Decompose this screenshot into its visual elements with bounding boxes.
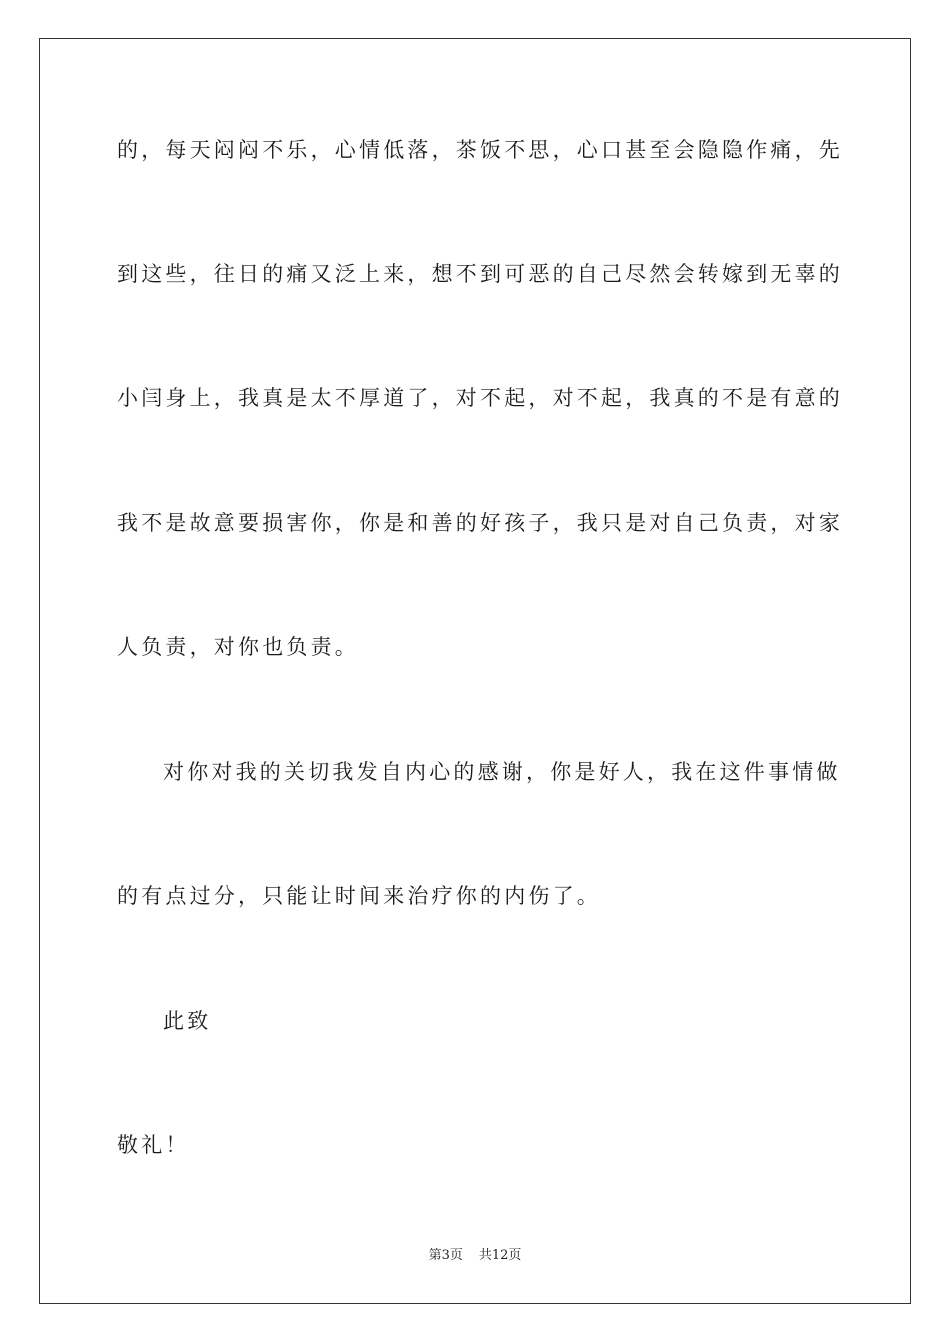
text-line-3: 小闫身上，我真是太不厚道了，对不起，对不起，我真的不是有意的 [117,386,843,410]
text-line-5: 人负责，对你也负责。 [117,635,359,659]
page-border [39,38,911,1304]
closing-salutation: 此致 [163,1009,212,1033]
text-line-7: 的有点过分，只能让时间来治疗你的内伤了。 [117,884,601,908]
closing-regards: 敬礼！ [117,1133,190,1157]
page-total: 共12页 [478,1248,522,1263]
text-line-4: 我不是故意要损害你，你是和善的好孩子，我只是对自己负责，对家 [117,511,843,535]
text-line-2: 到这些，往日的痛又泛上来，想不到可恶的自己尽然会转嫁到无辜的 [117,262,843,286]
text-line-6: 对你对我的关切我发自内心的感谢，你是好人，我在这件事情做 [163,760,841,784]
page-number: 第3页 [428,1248,463,1263]
page-footer [0,1244,950,1263]
text-line-1: 的，每天闷闷不乐，心情低落，茶饭不思，心口甚至会隐隐作痛，先 [117,138,843,162]
